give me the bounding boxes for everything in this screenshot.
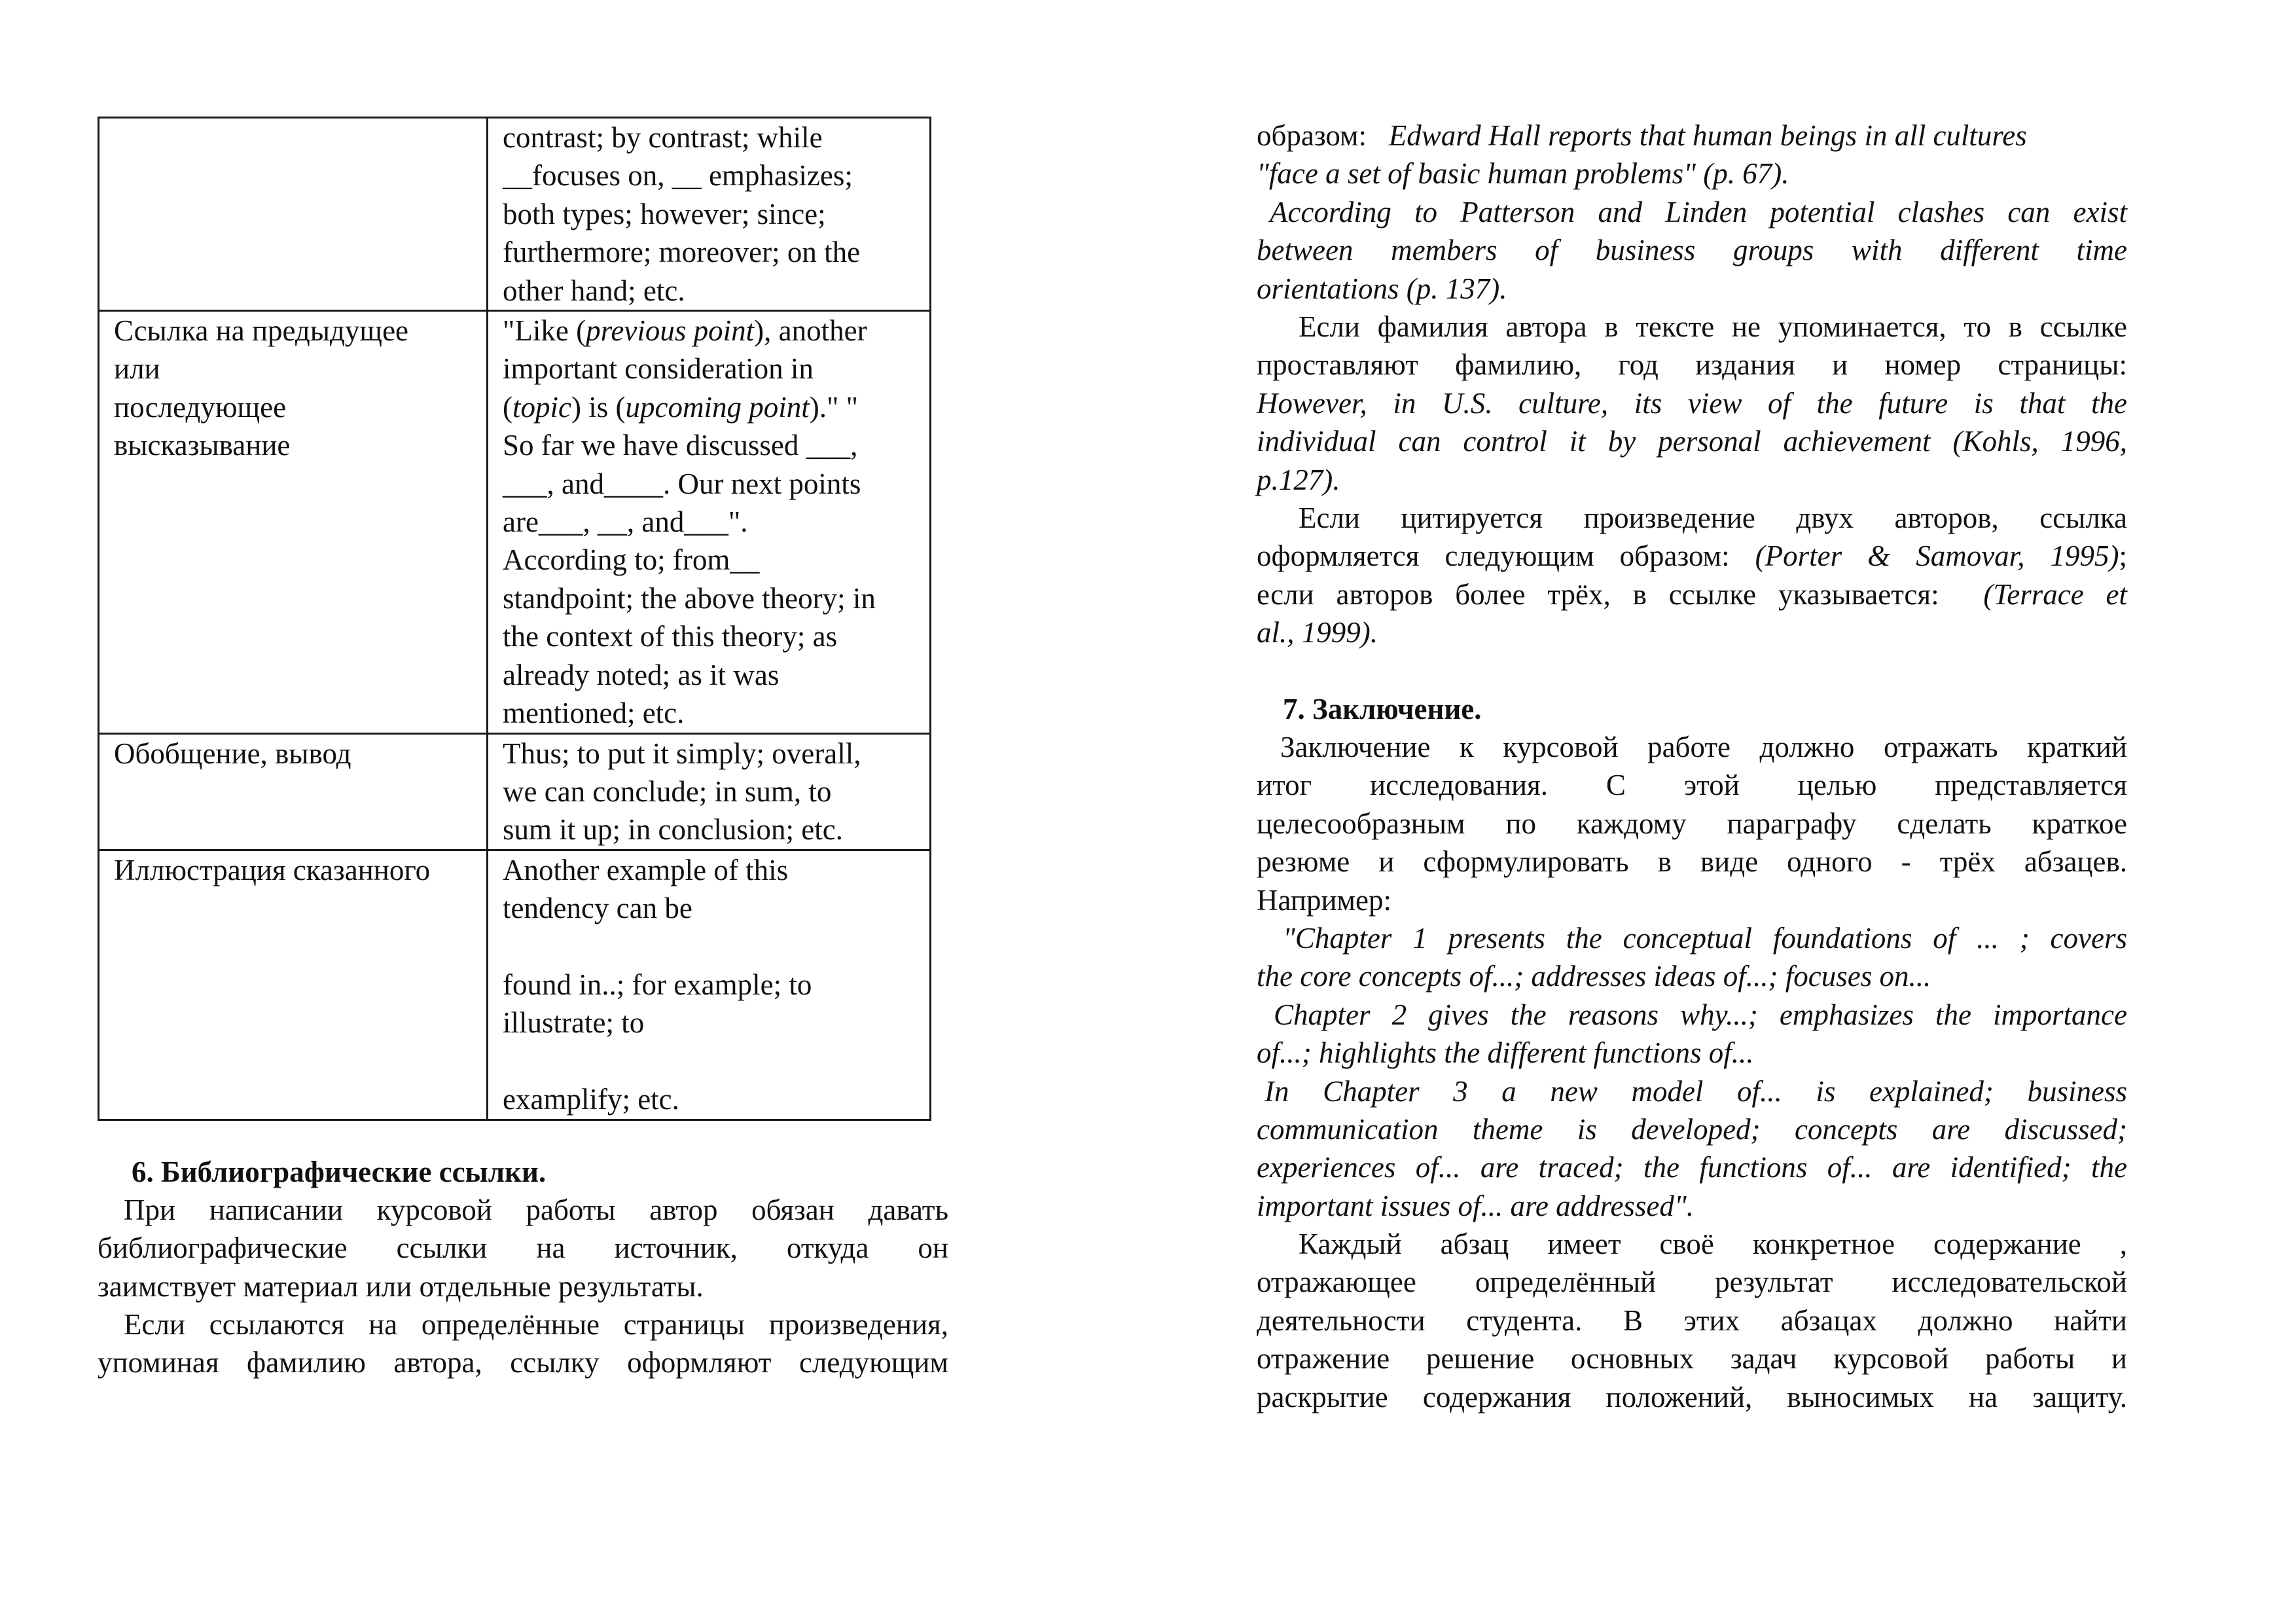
text-line: итог исследования. С этой целью представляется	[1257, 769, 2127, 802]
phrase-line: both types; however; since;	[503, 197, 826, 230]
text-line: "Chapter 1 presents the conceptual foundations of ... ; covers	[1283, 922, 2127, 955]
section-6-paragraph-2	[98, 1305, 948, 1382]
phrase-line: sum it up; in conclusion; etc.	[503, 813, 843, 847]
text-line: between members of business groups with different time	[1257, 234, 2127, 267]
section-heading: 6. Библиографические ссылки.	[132, 1156, 547, 1188]
text-line: However, in U.S. culture, its view of the future is that the	[1257, 386, 2127, 420]
text-line: individual can control it by personal achievement (Kohls, 1996,	[1257, 425, 2127, 458]
section-6-heading-block	[132, 1153, 948, 1191]
table-row	[99, 733, 931, 850]
text-line: Каждый абзац имеет своё конкретное содержание ,	[1299, 1228, 2127, 1260]
text-line: Если ссылаются на определённые страницы произведения,	[124, 1308, 948, 1341]
phrase-line: furthermore; moreover; on the	[503, 236, 861, 269]
text-line: библиографические ссылки на источник, откуда он	[98, 1231, 948, 1265]
table-cell-label	[99, 118, 488, 311]
text-line: Заключение к курсовой работе должно отражать краткий	[1280, 731, 2127, 763]
phrase-line: examplify; etc.	[503, 1083, 679, 1116]
phrase-line: Another example of this	[503, 853, 789, 886]
phrase-line: ___, and____. Our next points	[503, 467, 861, 500]
phrase-line: tendency can be	[503, 892, 692, 925]
text-line: In Chapter 3 a new model of... is explained; business	[1265, 1074, 2127, 1108]
phrase-line: So far we have discussed ___,	[503, 429, 858, 462]
paragraph-two-authors	[1257, 499, 2127, 652]
text-line: According to Patterson and Linden potential clashes can exist	[1270, 195, 2127, 228]
table-cell-label	[99, 311, 488, 733]
table-row	[99, 118, 931, 311]
text-line: Если цитируется произведение двух авторов, ссылка	[1299, 501, 2127, 534]
text-line: Например:	[1257, 883, 1391, 917]
text-line: of...; highlights the different functions of...	[1257, 1036, 1754, 1070]
label-line: Обобщение, вывод	[114, 737, 351, 770]
text-line: целесообразным по каждому параграфу сделать краткое	[1257, 807, 2127, 840]
label-line: высказывание	[114, 429, 291, 462]
phrase-line: important consideration in	[503, 352, 814, 386]
phrase-line: standpoint; the above theory; in	[503, 581, 876, 615]
phrase-line: other hand; etc.	[503, 274, 685, 307]
section-heading: 7. Заключение.	[1283, 693, 1482, 725]
phrase-line: found in..; for example; to	[503, 968, 812, 1001]
text-line: упоминая фамилию автора, ссылку оформляют следующим	[98, 1346, 948, 1379]
phrase-line: illustrate; to	[503, 1006, 645, 1040]
table-cell-phrases	[488, 733, 931, 850]
text-line: p.127).	[1257, 463, 1340, 496]
table-row	[99, 311, 931, 733]
table-cell-phrases	[488, 850, 931, 1120]
text-line: "face a set of basic human problems" (p. 67).	[1257, 157, 1789, 191]
text-line: При написании курсовой работы автор обязан давать	[124, 1194, 948, 1226]
text-line: the core concepts of...; addresses ideas of...; focuses on...	[1257, 960, 1931, 993]
table-cell-phrases	[488, 311, 931, 733]
text-line: оформляется следующим образом: (Porter & Samovar, 1995);	[1257, 539, 2127, 573]
text-line: communication theme is developed; concepts are discussed;	[1257, 1112, 2127, 1146]
text-line: experiences of... are traced; the functions of... are identified; the	[1257, 1151, 2127, 1184]
section-6-paragraph-1	[98, 1191, 948, 1305]
table-cell-phrases	[488, 118, 931, 311]
text-line: деятельности студента. В этих абзацах должно найти	[1257, 1304, 2127, 1337]
text-line: important issues of... are addressed".	[1257, 1189, 1695, 1222]
section-7-heading-block	[1283, 690, 2127, 728]
section-7-paragraph-2	[1257, 1225, 2127, 1416]
text-line: отражение решение основных задач курсовой работы и	[1257, 1342, 2127, 1376]
phrase-line: (topic) is (upcoming point)." "	[503, 390, 858, 424]
paragraph-no-author-name	[1257, 308, 2127, 499]
text-line: al., 1999).	[1257, 616, 1378, 649]
text-line: orientations (p. 137).	[1257, 272, 1507, 305]
phrase-line: the context of this theory; as	[503, 620, 838, 653]
phrase-line: are___, __, and___".	[503, 505, 748, 539]
label-line: Иллюстрация сказанного	[114, 853, 431, 886]
conclusion-example-quote	[1257, 919, 2127, 1225]
text-line: резюме и сформулировать в виде одного - трёх абзацев.	[1257, 845, 2127, 879]
table-cell-label	[99, 733, 488, 850]
phrase-line: Thus; to put it simply; overall,	[503, 737, 861, 770]
text-line: образом: Edward Hall reports that human beings in all cultures	[1257, 119, 2027, 152]
label-line: или	[114, 352, 160, 386]
table-row	[99, 850, 931, 1120]
citation-examples	[1257, 117, 2127, 308]
phrase-line: contrast; by contrast; while	[503, 121, 823, 154]
phrase-line: mentioned; etc.	[503, 697, 685, 730]
blank-line	[503, 1042, 918, 1080]
phrase-line: "Like (previous point), another	[503, 314, 867, 348]
text-line: заимствует материал или отдельные результаты.	[98, 1269, 704, 1303]
text-line: если авторов более трёх, в ссылке указывается: (Terrace et	[1257, 577, 2128, 611]
transition-phrases-table	[98, 117, 931, 1121]
text-line: Если фамилия автора в тексте не упоминается, то в ссылке	[1299, 310, 2127, 343]
phrase-line: already noted; as it was	[503, 658, 780, 691]
blank-line	[503, 928, 918, 966]
label-line: последующее	[114, 390, 287, 424]
phrase-line: __focuses on, __ emphasizes;	[503, 159, 853, 192]
label-line: Ссылка на предыдущее	[114, 314, 409, 348]
text-line: отражающее определённый результат исследовательской	[1257, 1266, 2127, 1299]
section-7-paragraph-1	[1257, 728, 2127, 919]
text-line: раскрытие содержания положений, выносимых на защиту.	[1257, 1380, 2127, 1413]
table-cell-label	[99, 850, 488, 1120]
phrase-line: According to; from__	[503, 543, 760, 577]
phrase-line: we can conclude; in sum, to	[503, 775, 832, 808]
text-line: Chapter 2 gives the reasons why...; emphasizes the importance	[1274, 998, 2127, 1031]
text-line: проставляют фамилию, год издания и номер страницы:	[1257, 348, 2127, 382]
